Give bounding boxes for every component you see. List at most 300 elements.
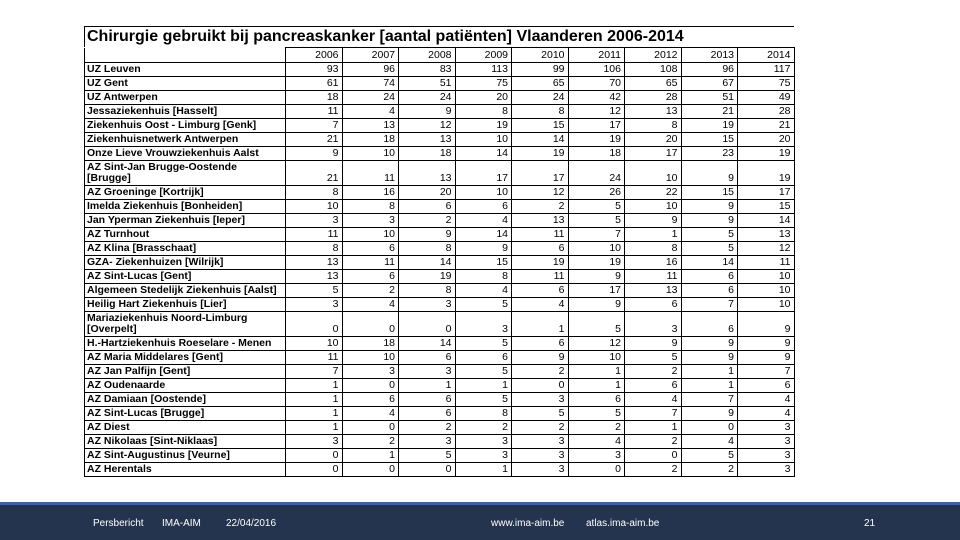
patient-count-cell: 5	[568, 200, 625, 214]
patient-count-cell: 70	[568, 77, 625, 91]
patient-count-cell: 49	[738, 91, 795, 105]
patient-count-cell: 13	[512, 214, 569, 228]
patient-count-cell: 108	[625, 63, 682, 77]
surgery-table	[84, 47, 795, 477]
patient-count-cell: 2	[342, 435, 399, 449]
patient-count-cell: 75	[738, 77, 795, 91]
patient-count-cell: 17	[625, 147, 682, 161]
patient-count-cell: 11	[512, 270, 569, 284]
patient-count-cell: 67	[681, 77, 738, 91]
table-row	[85, 284, 795, 298]
patient-count-cell: 20	[399, 186, 456, 200]
hospital-name: Jan Yperman Ziekenhuis [Ieper]	[85, 214, 286, 228]
patient-count-cell: 13	[738, 228, 795, 242]
patient-count-cell: 3	[399, 298, 456, 312]
patient-count-cell: 5	[455, 337, 512, 351]
hospital-name: AZ Groeninge [Kortrijk]	[85, 186, 286, 200]
patient-count-cell: 2	[512, 421, 569, 435]
patient-count-cell: 8	[286, 186, 343, 200]
patient-count-cell: 8	[512, 105, 569, 119]
patient-count-cell: 11	[286, 228, 343, 242]
hospital-name: Algemeen Stedelijk Ziekenhuis [Aalst]	[85, 284, 286, 298]
patient-count-cell: 9	[512, 351, 569, 365]
patient-count-cell: 14	[681, 256, 738, 270]
patient-count-cell: 3	[512, 393, 569, 407]
patient-count-cell: 113	[455, 63, 512, 77]
patient-count-cell: 9	[286, 147, 343, 161]
patient-count-cell: 3	[738, 463, 795, 477]
patient-count-cell: 9	[681, 351, 738, 365]
patient-count-cell: 13	[286, 270, 343, 284]
patient-count-cell: 14	[455, 228, 512, 242]
patient-count-cell: 1	[681, 379, 738, 393]
patient-count-cell: 4	[342, 407, 399, 421]
patient-count-cell: 3	[342, 214, 399, 228]
patient-count-cell: 6	[681, 284, 738, 298]
patient-count-cell: 5	[625, 351, 682, 365]
year-header: 2009	[455, 48, 512, 63]
patient-count-cell: 17	[568, 284, 625, 298]
patient-count-cell: 3	[568, 449, 625, 463]
hospital-name: UZ Gent	[85, 77, 286, 91]
patient-count-cell: 15	[681, 186, 738, 200]
table-row	[85, 77, 795, 91]
patient-count-cell: 15	[512, 119, 569, 133]
patient-count-cell: 3	[286, 214, 343, 228]
patient-count-cell: 93	[286, 63, 343, 77]
patient-count-cell: 24	[342, 91, 399, 105]
table-row	[85, 435, 795, 449]
year-header: 2008	[399, 48, 456, 63]
year-header: 2006	[286, 48, 343, 63]
table-row	[85, 312, 795, 337]
hospital-name: AZ Maria Middelares [Gent]	[85, 351, 286, 365]
patient-count-cell: 14	[512, 133, 569, 147]
patient-count-cell: 65	[512, 77, 569, 91]
patient-count-cell: 12	[568, 337, 625, 351]
patient-count-cell: 9	[738, 312, 795, 337]
patient-count-cell: 9	[738, 351, 795, 365]
patient-count-cell: 2	[455, 421, 512, 435]
year-header: 2007	[342, 48, 399, 63]
patient-count-cell: 5	[455, 365, 512, 379]
patient-count-cell: 4	[455, 214, 512, 228]
table-row	[85, 351, 795, 365]
year-header: 2010	[512, 48, 569, 63]
hospital-name: UZ Antwerpen	[85, 91, 286, 105]
patient-count-cell: 0	[399, 463, 456, 477]
patient-count-cell: 2	[342, 284, 399, 298]
patient-count-cell: 5	[286, 284, 343, 298]
patient-count-cell: 9	[681, 337, 738, 351]
hospital-name: GZA- Ziekenhuizen [Wilrijk]	[85, 256, 286, 270]
patient-count-cell: 19	[568, 133, 625, 147]
patient-count-cell: 6	[625, 379, 682, 393]
footer-press-label: Persbericht	[93, 518, 144, 529]
table-row	[85, 63, 795, 77]
patient-count-cell: 7	[286, 119, 343, 133]
patient-count-cell: 21	[286, 161, 343, 186]
patient-count-cell: 117	[738, 63, 795, 77]
patient-count-cell: 0	[681, 421, 738, 435]
patient-count-cell: 3	[342, 365, 399, 379]
patient-count-cell: 3	[625, 312, 682, 337]
patient-count-cell: 8	[399, 242, 456, 256]
patient-count-cell: 11	[625, 270, 682, 284]
table-row	[85, 147, 795, 161]
patient-count-cell: 6	[738, 379, 795, 393]
patient-count-cell: 9	[738, 337, 795, 351]
patient-count-cell: 4	[681, 435, 738, 449]
table-row	[85, 186, 795, 200]
patient-count-cell: 19	[512, 256, 569, 270]
patient-count-cell: 0	[568, 463, 625, 477]
hospital-name: AZ Sint-Lucas [Gent]	[85, 270, 286, 284]
hospital-name: Ziekenhuisnetwerk Antwerpen	[85, 133, 286, 147]
patient-count-cell: 2	[399, 214, 456, 228]
patient-count-cell: 9	[681, 407, 738, 421]
table-row	[85, 270, 795, 284]
patient-count-cell: 24	[568, 161, 625, 186]
patient-count-cell: 11	[512, 228, 569, 242]
hospital-name: AZ Herentals	[85, 463, 286, 477]
footer-date: 22/04/2016	[226, 518, 277, 529]
patient-count-cell: 3	[738, 449, 795, 463]
patient-count-cell: 6	[512, 284, 569, 298]
patient-count-cell: 5	[455, 393, 512, 407]
patient-count-cell: 18	[399, 147, 456, 161]
year-header: 2011	[568, 48, 625, 63]
patient-count-cell: 0	[399, 312, 456, 337]
footer-bar	[0, 502, 960, 540]
patient-count-cell: 4	[455, 284, 512, 298]
patient-count-cell: 26	[568, 186, 625, 200]
patient-count-cell: 6	[342, 393, 399, 407]
patient-count-cell: 14	[738, 214, 795, 228]
table-row	[85, 228, 795, 242]
patient-count-cell: 10	[286, 337, 343, 351]
patient-count-cell: 51	[681, 91, 738, 105]
hospital-name: AZ Turnhout	[85, 228, 286, 242]
patient-count-cell: 3	[399, 435, 456, 449]
patient-count-cell: 1	[399, 379, 456, 393]
patient-count-cell: 19	[455, 119, 512, 133]
patient-count-cell: 7	[568, 228, 625, 242]
patient-count-cell: 8	[286, 242, 343, 256]
patient-count-cell: 8	[625, 119, 682, 133]
table-body	[85, 63, 795, 477]
year-header: 2014	[738, 48, 795, 63]
patient-count-cell: 19	[512, 147, 569, 161]
patient-count-cell: 6	[342, 270, 399, 284]
patient-count-cell: 6	[681, 270, 738, 284]
patient-count-cell: 6	[512, 337, 569, 351]
patient-count-cell: 23	[681, 147, 738, 161]
patient-count-cell: 0	[286, 312, 343, 337]
patient-count-cell: 10	[738, 284, 795, 298]
patient-count-cell: 1	[681, 365, 738, 379]
patient-count-cell: 10	[738, 298, 795, 312]
patient-count-cell: 10	[342, 147, 399, 161]
patient-count-cell: 21	[286, 133, 343, 147]
patient-count-cell: 1	[286, 393, 343, 407]
table-row	[85, 119, 795, 133]
patient-count-cell: 19	[681, 119, 738, 133]
patient-count-cell: 6	[625, 298, 682, 312]
patient-count-cell: 5	[681, 228, 738, 242]
patient-count-cell: 20	[455, 91, 512, 105]
patient-count-cell: 10	[342, 228, 399, 242]
table-row	[85, 365, 795, 379]
patient-count-cell: 99	[512, 63, 569, 77]
patient-count-cell: 8	[342, 200, 399, 214]
patient-count-cell: 4	[342, 298, 399, 312]
patient-count-cell: 1	[568, 365, 625, 379]
table-row	[85, 379, 795, 393]
patient-count-cell: 3	[738, 421, 795, 435]
patient-count-cell: 19	[399, 270, 456, 284]
hospital-name: Imelda Ziekenhuis [Bonheiden]	[85, 200, 286, 214]
table-row	[85, 407, 795, 421]
patient-count-cell: 9	[625, 214, 682, 228]
patient-count-cell: 8	[455, 105, 512, 119]
patient-count-cell: 17	[568, 119, 625, 133]
patient-count-cell: 20	[738, 133, 795, 147]
patient-count-cell: 10	[625, 161, 682, 186]
table-row	[85, 298, 795, 312]
patient-count-cell: 6	[399, 351, 456, 365]
patient-count-cell: 96	[342, 63, 399, 77]
patient-count-cell: 3	[455, 449, 512, 463]
patient-count-cell: 61	[286, 77, 343, 91]
patient-count-cell: 6	[455, 351, 512, 365]
patient-count-cell: 11	[738, 256, 795, 270]
patient-count-cell: 6	[399, 393, 456, 407]
hospital-name: AZ Jan Palfijn [Gent]	[85, 365, 286, 379]
patient-count-cell: 74	[342, 77, 399, 91]
patient-count-cell: 6	[399, 407, 456, 421]
table-row	[85, 393, 795, 407]
patient-count-cell: 14	[455, 147, 512, 161]
patient-count-cell: 9	[625, 337, 682, 351]
patient-count-cell: 4	[625, 393, 682, 407]
patient-count-cell: 1	[286, 407, 343, 421]
patient-count-cell: 11	[342, 256, 399, 270]
patient-count-cell: 6	[399, 200, 456, 214]
patient-count-cell: 19	[568, 256, 625, 270]
year-header: 2012	[625, 48, 682, 63]
table-row	[85, 337, 795, 351]
patient-count-cell: 0	[342, 379, 399, 393]
hospital-name: AZ Klina [Brasschaat]	[85, 242, 286, 256]
patient-count-cell: 15	[455, 256, 512, 270]
patient-count-cell: 0	[342, 463, 399, 477]
patient-count-cell: 1	[286, 421, 343, 435]
patient-count-cell: 10	[568, 351, 625, 365]
patient-count-cell: 12	[738, 242, 795, 256]
patient-count-cell: 3	[286, 298, 343, 312]
patient-count-cell: 65	[625, 77, 682, 91]
patient-count-cell: 18	[568, 147, 625, 161]
patient-count-cell: 5	[681, 242, 738, 256]
patient-count-cell: 4	[568, 435, 625, 449]
patient-count-cell: 2	[568, 421, 625, 435]
patient-count-cell: 5	[512, 407, 569, 421]
patient-count-cell: 1	[455, 379, 512, 393]
patient-count-cell: 12	[399, 119, 456, 133]
table-row	[85, 256, 795, 270]
patient-count-cell: 3	[512, 435, 569, 449]
patient-count-cell: 83	[399, 63, 456, 77]
patient-count-cell: 10	[625, 200, 682, 214]
table-row	[85, 133, 795, 147]
patient-count-cell: 6	[512, 242, 569, 256]
hospital-name: AZ Sint-Jan Brugge-Oostende [Brugge]	[85, 161, 286, 186]
patient-count-cell: 22	[625, 186, 682, 200]
hospital-name: Ziekenhuis Oost - Limburg [Genk]	[85, 119, 286, 133]
patient-count-cell: 0	[342, 312, 399, 337]
patient-count-cell: 0	[625, 449, 682, 463]
hospital-name: Onze Lieve Vrouwziekenhuis Aalst	[85, 147, 286, 161]
patient-count-cell: 0	[512, 379, 569, 393]
patient-count-cell: 7	[681, 298, 738, 312]
hospital-name: AZ Oudenaarde	[85, 379, 286, 393]
patient-count-cell: 7	[625, 407, 682, 421]
patient-count-cell: 10	[568, 242, 625, 256]
hospital-name: Heilig Hart Ziekenhuis [Lier]	[85, 298, 286, 312]
patient-count-cell: 19	[738, 161, 795, 186]
patient-count-cell: 24	[512, 91, 569, 105]
patient-count-cell: 9	[568, 270, 625, 284]
patient-count-cell: 2	[512, 365, 569, 379]
patient-count-cell: 6	[342, 242, 399, 256]
patient-count-cell: 9	[681, 200, 738, 214]
patient-count-cell: 8	[455, 270, 512, 284]
table-row	[85, 421, 795, 435]
patient-count-cell: 9	[455, 242, 512, 256]
patient-count-cell: 0	[286, 463, 343, 477]
hospital-name: Jessaziekenhuis [Hasselt]	[85, 105, 286, 119]
patient-count-cell: 14	[399, 256, 456, 270]
patient-count-cell: 13	[399, 133, 456, 147]
hospital-name: AZ Sint-Lucas [Brugge]	[85, 407, 286, 421]
patient-count-cell: 10	[455, 186, 512, 200]
patient-count-cell: 2	[625, 365, 682, 379]
patient-count-cell: 28	[625, 91, 682, 105]
table-title: Chirurgie gebruikt bij pancreaskanker [aantal patiënten] Vlaanderen 2006-2014	[84, 26, 794, 47]
patient-count-cell: 15	[738, 200, 795, 214]
patient-count-cell: 18	[286, 91, 343, 105]
patient-count-cell: 17	[512, 161, 569, 186]
patient-count-cell: 2	[399, 421, 456, 435]
patient-count-cell: 1	[512, 312, 569, 337]
footer-atlas-link[interactable]: atlas.ima-aim.be	[586, 518, 660, 529]
patient-count-cell: 9	[399, 105, 456, 119]
hospital-name: AZ Diest	[85, 421, 286, 435]
patient-count-cell: 19	[738, 147, 795, 161]
patient-count-cell: 5	[568, 214, 625, 228]
patient-count-cell: 1	[625, 421, 682, 435]
patient-count-cell: 15	[681, 133, 738, 147]
patient-count-cell: 16	[625, 256, 682, 270]
footer-org-label: IMA-AIM	[162, 518, 201, 529]
year-header-row	[85, 48, 795, 63]
table-row	[85, 214, 795, 228]
patient-count-cell: 3	[399, 365, 456, 379]
patient-count-cell: 0	[286, 449, 343, 463]
patient-count-cell: 18	[342, 133, 399, 147]
patient-count-cell: 21	[681, 105, 738, 119]
patient-count-cell: 4	[512, 298, 569, 312]
table-row	[85, 463, 795, 477]
hospital-name: AZ Sint-Augustinus [Veurne]	[85, 449, 286, 463]
patient-count-cell: 9	[681, 161, 738, 186]
patient-count-cell: 28	[738, 105, 795, 119]
patient-count-cell: 17	[455, 161, 512, 186]
hospital-name: AZ Damiaan [Oostende]	[85, 393, 286, 407]
patient-count-cell: 1	[568, 379, 625, 393]
patient-count-cell: 75	[455, 77, 512, 91]
hospital-name: H.-Hartziekenhuis Roeselare - Menen	[85, 337, 286, 351]
patient-count-cell: 9	[568, 298, 625, 312]
hospital-name: AZ Nikolaas [Sint-Niklaas]	[85, 435, 286, 449]
patient-count-cell: 16	[342, 186, 399, 200]
patient-count-cell: 3	[286, 435, 343, 449]
patient-count-cell: 13	[625, 105, 682, 119]
patient-count-cell: 13	[625, 284, 682, 298]
patient-count-cell: 2	[625, 435, 682, 449]
patient-count-cell: 2	[625, 463, 682, 477]
patient-count-cell: 5	[399, 449, 456, 463]
patient-count-cell: 13	[399, 161, 456, 186]
patient-count-cell: 8	[625, 242, 682, 256]
patient-count-cell: 21	[738, 119, 795, 133]
patient-count-cell: 106	[568, 63, 625, 77]
patient-count-cell: 7	[681, 393, 738, 407]
patient-count-cell: 6	[681, 312, 738, 337]
patient-count-cell: 5	[455, 298, 512, 312]
patient-count-cell: 5	[681, 449, 738, 463]
patient-count-cell: 7	[286, 365, 343, 379]
table-row	[85, 200, 795, 214]
patient-count-cell: 3	[512, 449, 569, 463]
patient-count-cell: 9	[399, 228, 456, 242]
year-header: 2013	[681, 48, 738, 63]
table-row	[85, 105, 795, 119]
patient-count-cell: 3	[455, 435, 512, 449]
patient-count-cell: 13	[342, 119, 399, 133]
patient-count-cell: 14	[399, 337, 456, 351]
patient-count-cell: 3	[738, 435, 795, 449]
patient-count-cell: 10	[342, 351, 399, 365]
patient-count-cell: 24	[399, 91, 456, 105]
patient-count-cell: 2	[681, 463, 738, 477]
patient-count-cell: 11	[286, 351, 343, 365]
patient-count-cell: 2	[512, 200, 569, 214]
patient-count-cell: 7	[738, 365, 795, 379]
hospital-name: Mariaziekenhuis Noord-Limburg [Overpelt]	[85, 312, 286, 337]
patient-count-cell: 12	[568, 105, 625, 119]
patient-count-cell: 6	[568, 393, 625, 407]
patient-count-cell: 51	[399, 77, 456, 91]
patient-count-cell: 0	[342, 421, 399, 435]
patient-count-cell: 1	[455, 463, 512, 477]
patient-count-cell: 4	[342, 105, 399, 119]
patient-count-cell: 10	[455, 133, 512, 147]
footer-website-link[interactable]: www.ima-aim.be	[491, 518, 565, 529]
table-row	[85, 161, 795, 186]
hospital-name: UZ Leuven	[85, 63, 286, 77]
